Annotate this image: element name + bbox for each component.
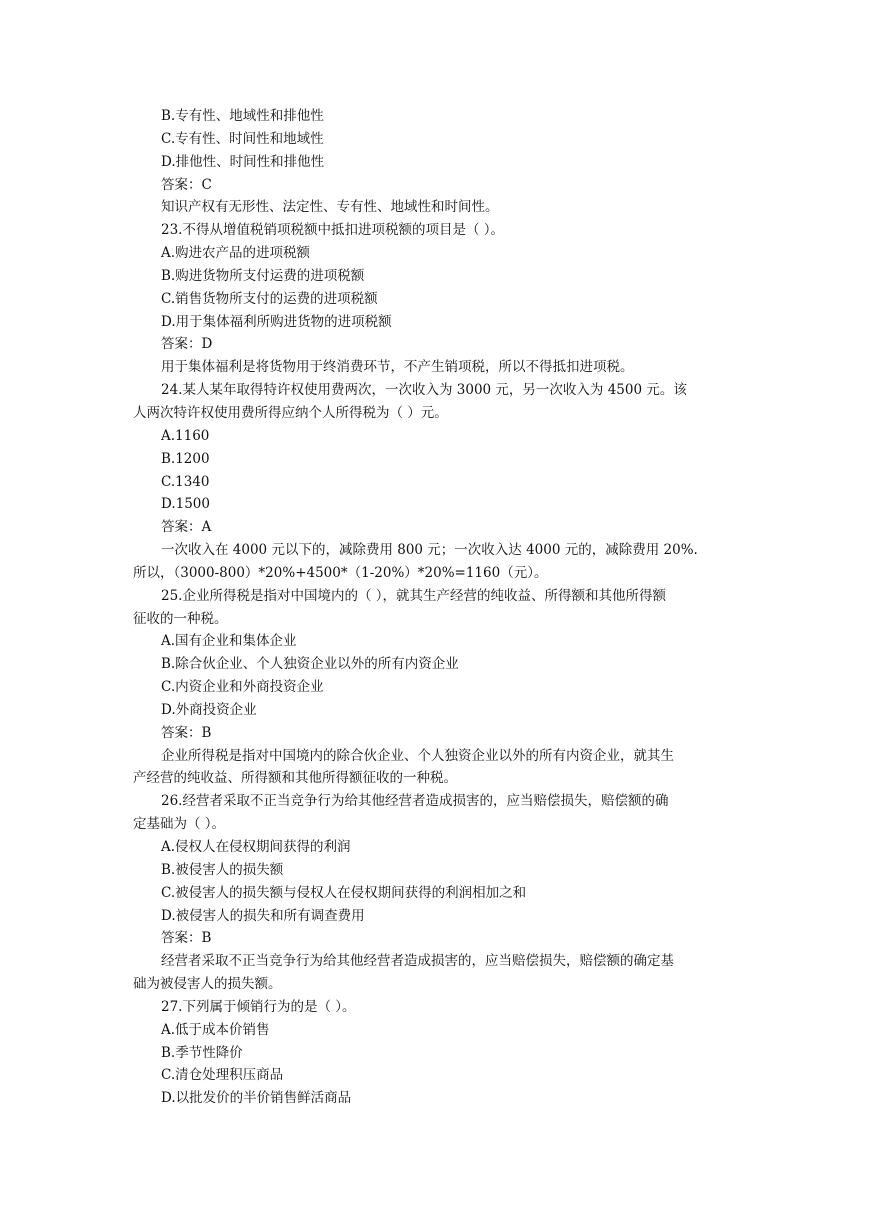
text-line: B.1200 [161, 450, 210, 467]
text-line: D.以批发价的半价销售鲜活商品 [161, 1090, 352, 1107]
text-line: D.1500 [161, 496, 210, 513]
text-line: C.销售货物所支付的运费的进项税额 [161, 290, 378, 307]
text-line: A.购进农产品的进项税额 [161, 245, 311, 262]
text-line: 用于集体福利是将货物用于终消费环节，不产生销项税，所以不得抵扣进项税。 [161, 359, 634, 376]
text-line: 25.企业所得税是指对中国境内的（ ），就其生产经营的纯收益、所得额和其他所得额 [161, 587, 667, 604]
text-line-continuation: 产经营的纯收益、所得额和其他所得额征收的一种税。 [133, 770, 457, 787]
text-line: C.清仓处理积压商品 [161, 1067, 284, 1084]
text-line: D.被侵害人的损失和所有调查费用 [161, 907, 365, 924]
text-line: A.1160 [161, 427, 210, 444]
text-line: 知识产权有无形性、法定性、专有性、地域性和时间性。 [161, 199, 499, 216]
text-line-continuation: 础为被侵害人的损失额。 [133, 976, 282, 993]
text-line: 答案：C [161, 176, 212, 193]
text-line: C.专有性、时间性和地域性 [161, 130, 324, 147]
text-line: 24.某人某年取得特许权使用费两次，一次收入为 3000 元，另一次收入为 4500 元。该 [161, 382, 687, 399]
text-line: 经营者采取不正当竞争行为给其他经营者造成损害的，应当赔偿损失，赔偿额的确定基 [161, 953, 674, 970]
text-line: B.除合伙企业、个人独资企业以外的所有内资企业 [161, 656, 459, 673]
document-body [133, 105, 746, 1110]
text-line: D.外商投资企业 [161, 701, 257, 718]
text-line-continuation: 征收的一种税。 [133, 610, 228, 627]
text-line-continuation: 定基础为（ ）。 [133, 816, 226, 833]
text-line-continuation: 所以，（3000-800）*20%+4500*（1-20%）*20%=1160（元）。 [133, 564, 548, 581]
text-line: C.被侵害人的损失额与侵权人在侵权期间获得的利润相加之和 [161, 884, 527, 901]
text-line: 23.不得从增值税销项税额中抵扣进项税额的项目是（ ）。 [161, 222, 505, 239]
text-line: B.购进货物所支付运费的进项税额 [161, 267, 365, 284]
text-line: 企业所得税是指对中国境内的除合伙企业、个人独资企业以外的所有内资企业，就其生 [161, 747, 674, 764]
text-line: 答案：B [161, 724, 212, 741]
text-line: A.国有企业和集体企业 [161, 633, 297, 650]
text-line: D.用于集体福利所购进货物的进项税额 [161, 313, 392, 330]
text-line: 27.下列属于倾销行为的是（ ）。 [161, 998, 356, 1015]
text-line: B.专有性、地域性和排他性 [161, 108, 324, 124]
text-line: A.侵权人在侵权期间获得的利润 [161, 839, 351, 855]
text-line: C.1340 [161, 473, 210, 490]
text-line: 答案：B [161, 930, 212, 947]
text-line-continuation: 人两次特许权使用费所得应纳个人所得税为（ ）元。 [133, 404, 448, 421]
text-line: 26.经营者采取不正当竞争行为给其他经营者造成损害的，应当赔偿损失，赔偿额的确 [161, 793, 669, 810]
text-line: 一次收入在 4000 元以下的，减除费用 800 元；一次收入达 4000 元的，减除费用 20%. [161, 542, 698, 559]
text-line: B.被侵害人的损失额 [161, 861, 284, 878]
text-line: B.季节性降价 [161, 1044, 243, 1061]
text-line: C.内资企业和外商投资企业 [161, 679, 324, 696]
text-line: D.排他性、时间性和排他性 [161, 153, 325, 170]
text-line: 答案：A [161, 519, 212, 536]
text-line: A.低于成本价销售 [161, 1021, 270, 1038]
text-line: 答案：D [161, 336, 213, 353]
